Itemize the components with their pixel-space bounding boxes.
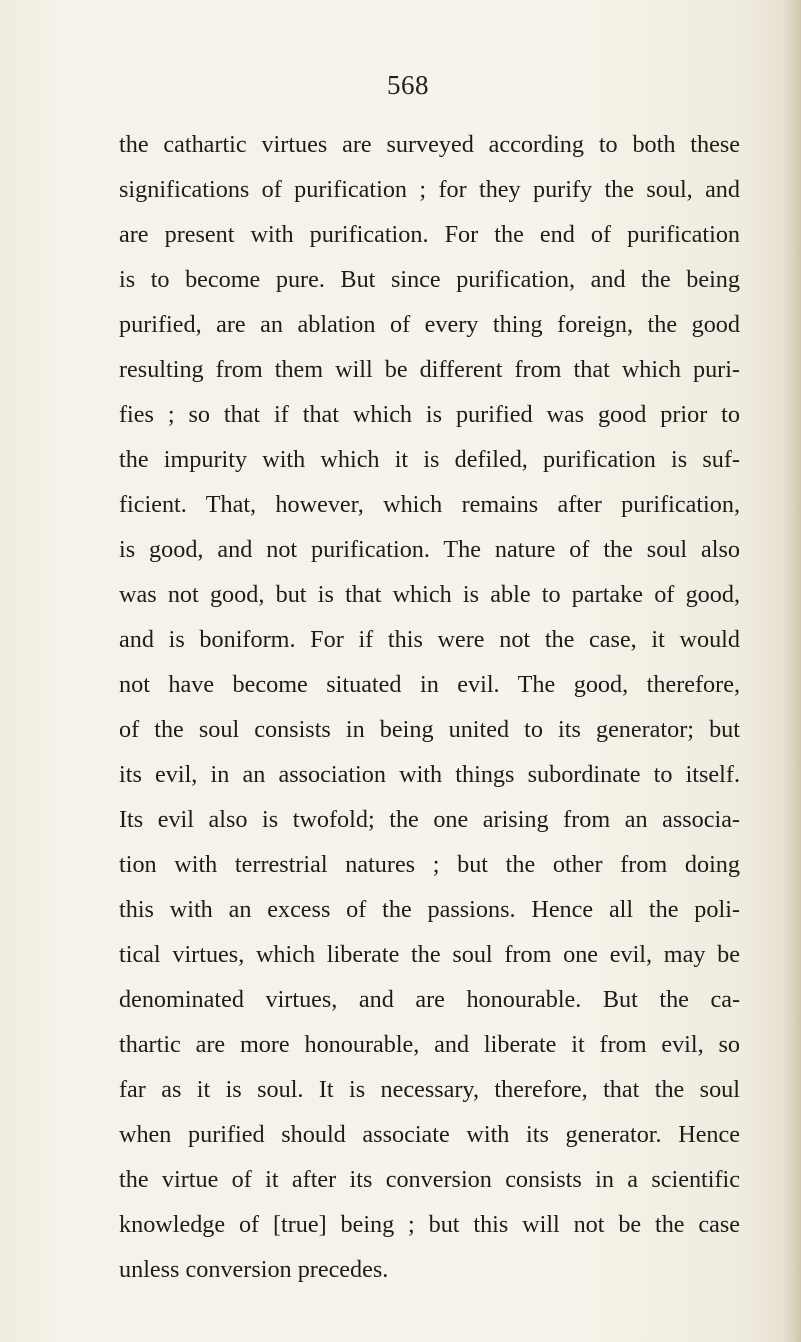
text-line: when purified should associate with its generator. Hence xyxy=(119,1121,740,1148)
text-line: its evil, in an association with things subordinate to itself. xyxy=(119,761,740,788)
text-line: significations of purification ; for they purify the soul, and xyxy=(119,176,740,203)
text-line: far as it is soul. It is necessary, therefore, that the soul xyxy=(119,1076,740,1103)
text-line: is good, and not purification. The nature of the soul also xyxy=(119,536,740,563)
text-line: tical virtues, which liberate the soul from one evil, may be xyxy=(119,941,740,968)
text-line: the cathartic virtues are surveyed according to both these xyxy=(119,131,740,158)
text-line: tion with terrestrial natures ; but the other from doing xyxy=(119,851,740,878)
text-line: the virtue of it after its conversion consists in a scientific xyxy=(119,1166,740,1193)
page-edge-shadow xyxy=(783,0,801,1342)
text-line: this with an excess of the passions. Hence all the poli- xyxy=(119,896,740,923)
page-number: 568 xyxy=(387,70,429,100)
text-line: purified, are an ablation of every thing foreign, the good xyxy=(119,311,740,338)
text-line: thartic are more honourable, and liberate it from evil, so xyxy=(119,1031,740,1058)
text-line: ficient. That, however, which remains after purification, xyxy=(119,491,740,518)
text-line-last: unless conversion precedes. xyxy=(119,1256,389,1283)
text-line: is to become pure. But since purification, and the being xyxy=(119,266,740,293)
text-line: and is boniform. For if this were not the case, it would xyxy=(119,626,740,653)
text-line: are present with purification. For the end of purification xyxy=(119,221,740,248)
text-line: denominated virtues, and are honourable. But the ca- xyxy=(119,986,740,1013)
text-line: knowledge of [true] being ; but this will not be the case xyxy=(119,1211,740,1238)
text-line: the impurity with which it is defiled, purification is suf- xyxy=(119,446,740,473)
text-line: not have become situated in evil. The good, therefore, xyxy=(119,671,740,698)
text-line: of the soul consists in being united to its generator; but xyxy=(119,716,740,743)
text-line: fies ; so that if that which is purified was good prior to xyxy=(119,401,740,428)
text-line: Its evil also is twofold; the one arising from an associa- xyxy=(119,806,740,833)
text-line: was not good, but is that which is able to partake of good, xyxy=(119,581,740,608)
text-line: resulting from them will be different from that which puri- xyxy=(119,356,740,383)
